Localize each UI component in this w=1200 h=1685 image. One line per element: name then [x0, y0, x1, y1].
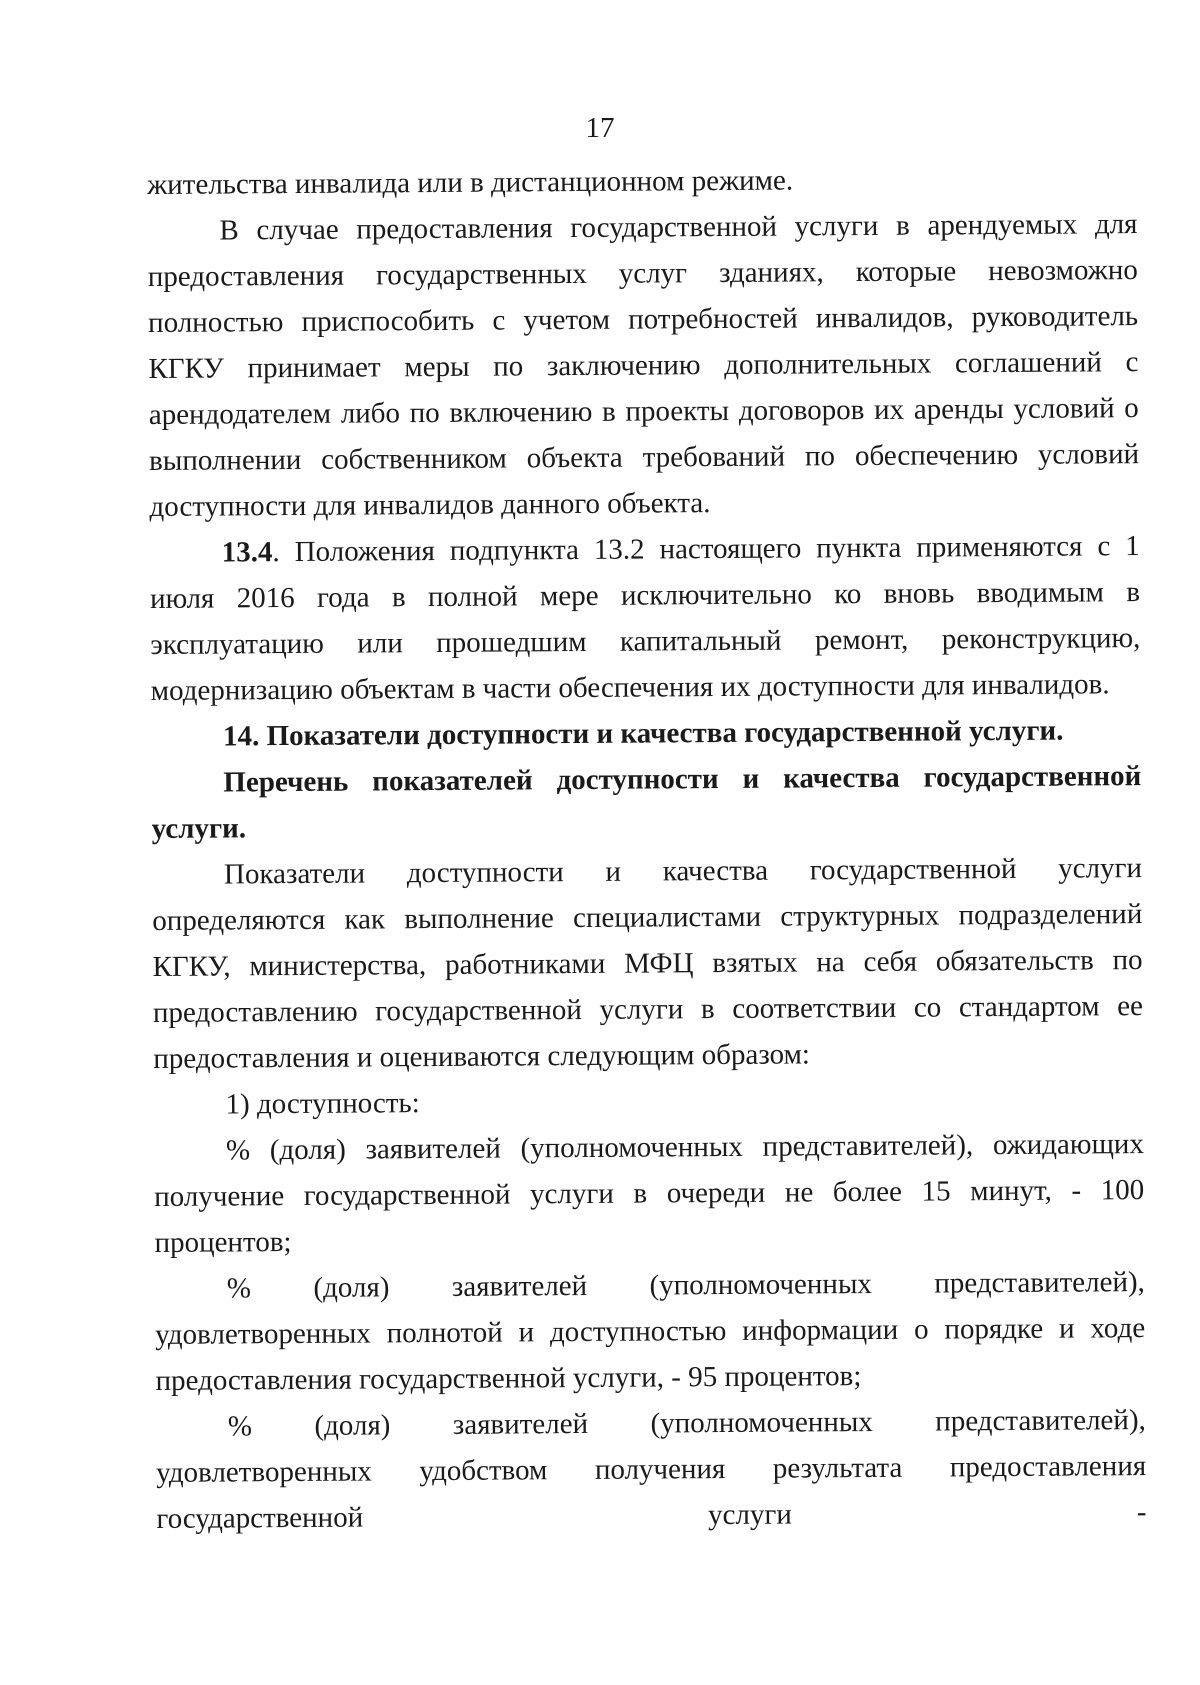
clause-text-13-4: . Положения подпункта 13.2 настоящего пункта применяются с 1 июля 2016 года в полной мере исключительно ко вновь вводимым в эксплуатацию или прошедшим капитальный ремонт, реконструкцию, модернизацию объектам в части обеспечения их доступности для инвалидов. [149, 530, 1141, 707]
document-body [147, 155, 1147, 1542]
paragraph-rented-buildings: В случае предоставления государственной услуги в арендуемых для предоставления государственных услуг зданиях, которые невозможно полностью приспособить с учетом потребностей инвалидов, руководитель КГКУ принимает меры по заключению дополнительных соглашений с арендодателем либо по включению в проекты договоров их аренды условий о выполнении собственником объекта требований по обеспечению условий доступности для инвалидов данного объекта. [147, 208, 1140, 523]
paragraph-queue-share: % (доля) заявителей (уполномоченных представителей), ожидающих получение государственной услуги в очереди не более 15 минут, - 100 процентов; [154, 1128, 1145, 1259]
paragraph-accessibility: 1) доступность: [225, 1087, 420, 1121]
heading-indicators-list: Перечень показателей доступности и качества государственной услуги. [151, 760, 1142, 845]
page-number: 17 [585, 112, 615, 144]
paragraph-continuation: жительства инвалида или в дистанционном режиме. [147, 164, 794, 201]
heading-section-14: 14. Показатели доступности и качества государственной услуги. [222, 714, 1064, 753]
paragraph-13-4 [150, 523, 1141, 714]
paragraph-info-share: % (доля) заявителей (уполномоченных представителей), удовлетворенных полнотой и доступностью информации о порядке и ходе предоставления государственной услуги, - 95 процентов; [155, 1266, 1146, 1397]
paragraph-result-share: % (доля) заявителей (уполномоченных представителей), удовлетворенных удобством получения результата предоставления государственной услуги - [156, 1404, 1147, 1535]
paragraph-indicators: Показатели доступности и качества государственной услуги определяются как выполнение специалистами структурных подразделений КГКУ, министерства, работниками МФЦ взятых на себя обязательств по предоставлению государственной услуги в соответствии со стандартом ее предоставления и оцениваются следующим образом: [152, 852, 1144, 1075]
clause-number-13-4: 13.4 [221, 536, 273, 569]
